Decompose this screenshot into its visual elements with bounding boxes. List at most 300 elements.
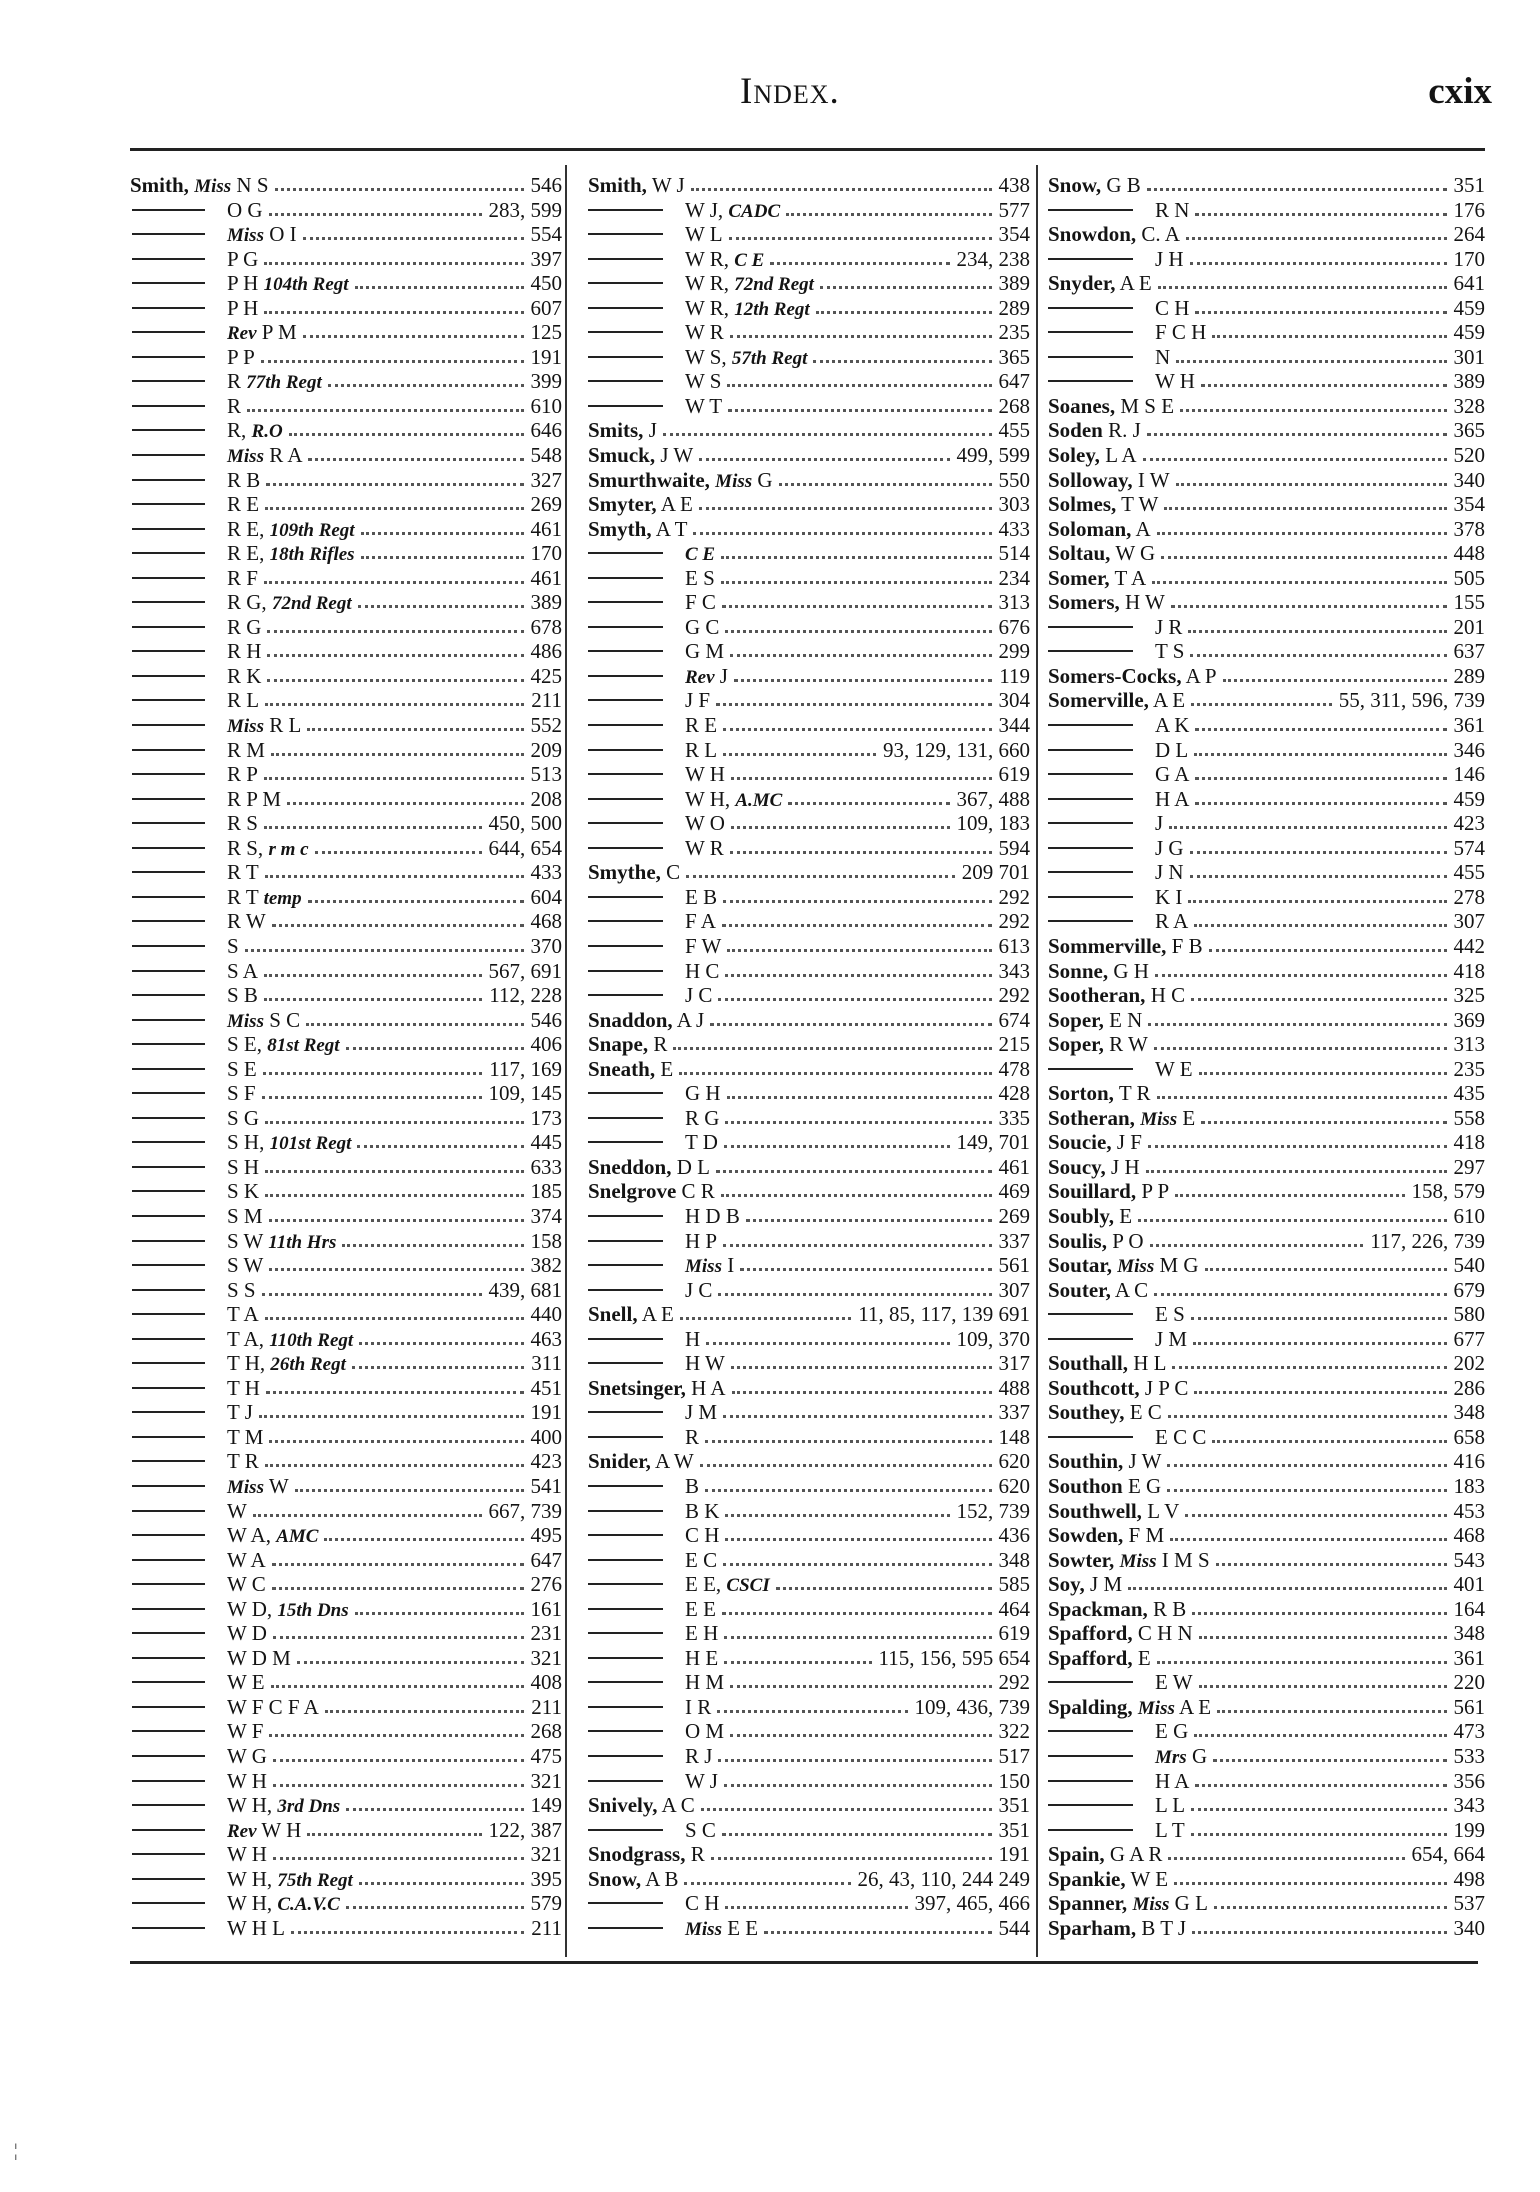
- index-entry: [1048, 418, 1485, 443]
- entry-pages: 428: [996, 1081, 1031, 1106]
- ditto-dash: [132, 454, 205, 456]
- entry-pages: 170: [528, 541, 563, 566]
- ditto-dash: [1048, 650, 1133, 652]
- entry-pages: 211: [528, 688, 562, 713]
- entry-given-names: G H: [1113, 958, 1149, 983]
- ditto-dash: [132, 1387, 205, 1389]
- entry-given-names: R T: [227, 860, 259, 885]
- index-entry: [588, 173, 1030, 198]
- entry-given-names: W: [227, 1498, 247, 1523]
- entry-given-names: J: [648, 418, 657, 443]
- ditto-dash: [132, 1338, 205, 1340]
- entry-pages: 93, 129, 131, 660: [880, 738, 1030, 763]
- index-entry: [588, 934, 1030, 959]
- ditto-dash: [132, 1927, 205, 1929]
- index-entry: [130, 468, 562, 493]
- entry-given-names: L T: [1155, 1817, 1185, 1842]
- entry-pages: 654, 664: [1409, 1842, 1486, 1867]
- index-entry: [1048, 836, 1485, 861]
- ditto-dash: [132, 1215, 205, 1217]
- entry-surname: Soucie,: [1048, 1130, 1112, 1155]
- index-entry: [130, 885, 562, 910]
- entry-given-names: W D M: [227, 1645, 291, 1670]
- entry-pages: 488: [996, 1376, 1031, 1401]
- entry-pages: 647: [996, 369, 1031, 394]
- ditto-dash: [132, 528, 205, 530]
- entry-pages: 307: [1451, 909, 1486, 934]
- entry-given-names: Miss E: [1140, 1105, 1196, 1130]
- leader-dots: [265, 1464, 524, 1467]
- entry-given-names: Mrs G: [1155, 1744, 1208, 1768]
- leader-dots: [722, 1612, 992, 1615]
- entry-pages: 619: [996, 1621, 1031, 1646]
- entry-pages: 215: [996, 1032, 1031, 1057]
- ditto-dash: [132, 650, 205, 652]
- entry-surname: Spankie,: [1048, 1866, 1126, 1891]
- entry-surname: Snaddon,: [588, 1007, 673, 1032]
- entry-pages: 301: [1451, 345, 1486, 370]
- index-entry: [1048, 1057, 1485, 1082]
- entry-pages: 321: [528, 1646, 563, 1671]
- entry-pages: 389: [528, 590, 563, 615]
- index-entry: [1048, 296, 1485, 321]
- entry-given-names: W T: [685, 393, 723, 418]
- leader-dots: [1213, 1759, 1447, 1762]
- entry-given-names: Miss N S: [194, 173, 269, 197]
- entry-pages: 268: [528, 1719, 563, 1744]
- index-entry: [1048, 566, 1485, 591]
- index-entry: [1048, 1008, 1485, 1033]
- ditto-dash: [132, 307, 205, 309]
- entry-given-names: S G: [227, 1105, 260, 1130]
- index-entry: [130, 1204, 562, 1229]
- ditto-dash: [132, 1190, 205, 1192]
- leader-dots: [1175, 1194, 1405, 1197]
- ditto-dash: [132, 1780, 205, 1782]
- leader-dots: [273, 1857, 524, 1860]
- leader-dots: [315, 851, 482, 854]
- entry-surname: Somerville,: [1048, 688, 1149, 713]
- leader-dots: [1128, 1587, 1447, 1590]
- leader-dots: [724, 1145, 950, 1148]
- entry-given-names: E W: [1155, 1670, 1193, 1695]
- entry-pages: 286: [1451, 1376, 1486, 1401]
- index-entry: [130, 909, 562, 934]
- entry-pages: 176: [1451, 198, 1486, 223]
- index-entry: [588, 1351, 1030, 1376]
- leader-dots: [820, 286, 992, 289]
- entry-pages: 304: [996, 688, 1031, 713]
- index-entry: [130, 1523, 562, 1548]
- ditto-dash: [132, 1043, 205, 1045]
- entry-pages: 389: [1451, 369, 1486, 394]
- ditto-dash: [132, 479, 205, 481]
- ditto-dash: [588, 1092, 663, 1094]
- entry-pages: 209 701: [959, 860, 1030, 885]
- index-entry: [588, 1008, 1030, 1033]
- entry-given-names: R P: [227, 762, 258, 787]
- entry-given-names: J F: [1116, 1130, 1142, 1155]
- entry-pages: 461: [528, 517, 563, 542]
- entry-pages: 289: [996, 296, 1031, 321]
- index-entry: [1048, 1204, 1485, 1229]
- index-entry: [1048, 468, 1485, 493]
- leader-dots: [346, 1047, 524, 1050]
- entry-pages: 537: [1451, 1891, 1486, 1916]
- ditto-dash: [588, 1583, 663, 1585]
- leader-dots: [684, 1882, 851, 1885]
- leader-dots: [1168, 1415, 1447, 1418]
- index-entry: [588, 1204, 1030, 1229]
- entry-given-names: W J, CADC: [685, 197, 781, 222]
- entry-given-names: A C: [661, 1793, 695, 1818]
- leader-dots: [1214, 1906, 1447, 1909]
- leader-dots: [267, 654, 524, 657]
- index-entry: [1048, 1032, 1485, 1057]
- entry-surname: Soucy,: [1048, 1154, 1106, 1179]
- leader-dots: [272, 924, 524, 927]
- entry-pages: 610: [1451, 1204, 1486, 1229]
- entry-surname: Spalding,: [1048, 1694, 1133, 1719]
- index-entry: [1048, 1719, 1485, 1744]
- ditto-dash: [588, 1706, 663, 1708]
- entry-pages: 269: [528, 492, 563, 517]
- entry-surname: Sootheran,: [1048, 983, 1146, 1008]
- leader-dots: [1216, 1563, 1447, 1566]
- leader-dots: [1147, 188, 1447, 191]
- index-entry: [1048, 1179, 1485, 1204]
- ditto-dash: [132, 209, 205, 211]
- ditto-dash: [588, 1755, 663, 1757]
- entry-pages: 374: [528, 1204, 563, 1229]
- entry-pages: 269: [996, 1204, 1031, 1229]
- index-entry: [130, 1695, 562, 1720]
- entry-pages: 348: [996, 1548, 1031, 1573]
- entry-given-names: Rev J: [685, 663, 728, 688]
- entry-given-names: F B: [1171, 933, 1203, 958]
- ditto-dash: [588, 847, 663, 849]
- entry-pages: 647: [528, 1548, 563, 1573]
- leader-dots: [346, 1808, 524, 1811]
- entry-given-names: A C: [1114, 1277, 1149, 1302]
- entry-surname: Soden: [1048, 418, 1103, 443]
- ditto-dash: [588, 1264, 663, 1266]
- leader-dots: [727, 1096, 992, 1099]
- entry-pages: 436: [996, 1523, 1031, 1548]
- entry-pages: 173: [528, 1106, 563, 1131]
- leader-dots: [730, 1685, 992, 1688]
- ditto-dash: [588, 1436, 663, 1438]
- ditto-dash: [588, 233, 663, 235]
- entry-given-names: W H, 75th Regt: [227, 1866, 353, 1891]
- leader-dots: [1190, 654, 1447, 657]
- leader-dots: [303, 335, 524, 338]
- ditto-dash: [588, 773, 663, 775]
- entry-pages: 231: [528, 1621, 563, 1646]
- entry-given-names: E C: [1129, 1400, 1162, 1425]
- entry-surname: Snively,: [588, 1793, 658, 1818]
- entry-pages: 451: [528, 1376, 563, 1401]
- index-entry: [1048, 1769, 1485, 1794]
- entry-given-names: J P C: [1144, 1375, 1189, 1400]
- index-entry: [588, 418, 1030, 443]
- leader-dots: [1205, 1268, 1447, 1271]
- leader-dots: [267, 679, 524, 682]
- entry-given-names: S H: [227, 1154, 260, 1179]
- ditto-dash: [132, 626, 205, 628]
- index-entry: [588, 639, 1030, 664]
- ditto-dash: [132, 1362, 205, 1364]
- entry-pages: 346: [1451, 738, 1486, 763]
- leader-dots: [727, 384, 992, 387]
- index-entry: [588, 1646, 1030, 1671]
- leader-dots: [342, 1244, 524, 1247]
- index-entry: [130, 1621, 562, 1646]
- index-entry: [1048, 959, 1485, 984]
- entry-given-names: S E, 81st Regt: [227, 1032, 340, 1057]
- entry-pages: 327: [528, 468, 563, 493]
- index-entry: [130, 1818, 562, 1843]
- index-entry: [130, 492, 562, 517]
- leader-dots: [361, 556, 524, 559]
- leader-dots: [264, 581, 524, 584]
- ditto-dash: [588, 822, 663, 824]
- entry-surname: Sowden,: [1048, 1523, 1124, 1548]
- entry-pages: 554: [528, 222, 563, 247]
- leader-dots: [788, 802, 950, 805]
- leader-dots: [1195, 728, 1447, 731]
- entry-given-names: D L: [1155, 737, 1189, 762]
- entry-surname: Southall,: [1048, 1351, 1128, 1376]
- index-entry: [588, 787, 1030, 812]
- leader-dots: [1194, 1734, 1447, 1737]
- entry-given-names: R F: [227, 565, 258, 590]
- leader-dots: [686, 875, 955, 878]
- leader-dots: [325, 1710, 524, 1713]
- ditto-dash: [1048, 626, 1133, 628]
- entry-pages: 679: [1451, 1278, 1486, 1303]
- entry-given-names: C R: [681, 1179, 715, 1204]
- entry-pages: 495: [528, 1523, 563, 1548]
- entry-pages: 461: [996, 1155, 1031, 1180]
- index-entry: [588, 1842, 1030, 1867]
- entry-pages: 433: [528, 860, 563, 885]
- leader-dots: [746, 1219, 992, 1222]
- entry-given-names: W H L: [227, 1915, 285, 1940]
- entry-pages: 283, 599: [486, 198, 563, 223]
- entry-given-names: R G: [227, 614, 262, 639]
- entry-given-names: T W: [1121, 492, 1159, 517]
- entry-pages: 344: [996, 713, 1031, 738]
- ditto-dash: [132, 749, 205, 751]
- index-entry: [588, 713, 1030, 738]
- entry-surname: Sparham,: [1048, 1915, 1137, 1940]
- ditto-dash: [588, 1902, 663, 1904]
- entry-pages: 499, 599: [954, 443, 1031, 468]
- leader-dots: [724, 1784, 992, 1787]
- ditto-dash: [588, 258, 663, 260]
- leader-dots: [259, 1415, 524, 1418]
- leader-dots: [725, 974, 992, 977]
- entry-given-names: H P: [685, 1228, 718, 1253]
- entry-given-names: Miss S C: [227, 1007, 301, 1032]
- ditto-dash: [132, 1117, 205, 1119]
- entry-pages: 299: [996, 639, 1031, 664]
- leader-dots: [1190, 262, 1447, 265]
- entry-given-names: S A: [227, 958, 258, 983]
- index-entry: [588, 983, 1030, 1008]
- leader-dots: [1192, 1612, 1447, 1615]
- entry-surname: Soy,: [1048, 1572, 1085, 1597]
- entry-given-names: D L: [676, 1154, 710, 1179]
- leader-dots: [691, 188, 992, 191]
- index-entry: [130, 1327, 562, 1352]
- index-entry: [130, 566, 562, 591]
- index-entry: [588, 1327, 1030, 1352]
- leader-dots: [725, 1121, 992, 1124]
- index-entry: [1048, 1351, 1485, 1376]
- entry-given-names: W H, 3rd Dns: [227, 1793, 341, 1818]
- leader-dots: [727, 949, 992, 952]
- entry-given-names: Miss I M S: [1119, 1547, 1210, 1572]
- entry-given-names: A T: [655, 516, 688, 541]
- index-entry: [130, 1719, 562, 1744]
- index-entry: [588, 615, 1030, 640]
- entry-given-names: C H: [685, 1891, 720, 1916]
- entry-pages: 211: [528, 1695, 562, 1720]
- entry-pages: 561: [1451, 1695, 1486, 1720]
- ditto-dash: [588, 1485, 663, 1487]
- entry-pages: 463: [528, 1327, 563, 1352]
- leader-dots: [731, 826, 950, 829]
- entry-given-names: G A: [1155, 762, 1190, 787]
- entry-pages: 439, 681: [486, 1278, 563, 1303]
- leader-dots: [269, 1440, 524, 1443]
- leader-dots: [721, 581, 992, 584]
- leader-dots: [1212, 1440, 1447, 1443]
- ditto-dash: [132, 871, 205, 873]
- entry-pages: 335: [996, 1106, 1031, 1131]
- entry-surname: Smurthwaite,: [588, 467, 710, 492]
- index-entry: [1048, 615, 1485, 640]
- entry-given-names: Miss E E: [685, 1915, 759, 1940]
- entry-given-names: T A, 110th Regt: [227, 1326, 354, 1351]
- index-entry: [588, 1818, 1030, 1843]
- entry-given-names: W S: [685, 369, 722, 394]
- entry-pages: 459: [1451, 320, 1486, 345]
- index-entry: [1048, 1891, 1485, 1916]
- index-entry: [1048, 394, 1485, 419]
- ditto-dash: [588, 1141, 663, 1143]
- ditto-dash: [1048, 331, 1133, 333]
- ditto-dash: [132, 1240, 205, 1242]
- ditto-dash: [132, 380, 205, 382]
- index-entry: [130, 664, 562, 689]
- entry-given-names: G A R: [1109, 1842, 1163, 1867]
- index-entry: [130, 517, 562, 542]
- entry-given-names: W G: [1115, 541, 1156, 566]
- entry-given-names: S W 11th Hrs: [227, 1228, 337, 1253]
- entry-pages: 367, 488: [954, 787, 1031, 812]
- leader-dots: [730, 654, 992, 657]
- entry-given-names: E B: [685, 884, 718, 909]
- leader-dots: [1169, 826, 1447, 829]
- index-entry: [588, 1499, 1030, 1524]
- index-entry: [130, 369, 562, 394]
- index-entry: [1048, 1081, 1485, 1106]
- entry-pages: 117, 169: [486, 1057, 562, 1082]
- leader-dots: [307, 728, 524, 731]
- entry-given-names: E N: [1109, 1007, 1143, 1032]
- leader-dots: [1157, 1661, 1447, 1664]
- entry-given-names: W R, 12th Regt: [685, 295, 810, 320]
- entry-pages: 122, 387: [486, 1818, 563, 1843]
- index-entry: [1048, 222, 1485, 247]
- index-entry: [1048, 639, 1485, 664]
- index-column-1: [130, 173, 562, 1940]
- entry-surname: Soutar,: [1048, 1253, 1112, 1278]
- leader-dots: [1167, 1489, 1447, 1492]
- entry-pages: 313: [996, 590, 1031, 615]
- index-entry: [588, 1130, 1030, 1155]
- index-entry: [130, 320, 562, 345]
- leader-dots: [724, 1636, 992, 1639]
- entry-pages: 119: [996, 664, 1030, 689]
- entry-pages: 550: [996, 468, 1031, 493]
- entry-pages: 399: [528, 369, 563, 394]
- leader-dots: [1168, 1857, 1405, 1860]
- index-entry: [1048, 713, 1485, 738]
- entry-given-names: R E, 18th Rifles: [227, 541, 355, 566]
- entry-pages: 234, 238: [954, 247, 1031, 272]
- entry-surname: Smits,: [588, 418, 644, 443]
- index-entry: [588, 1229, 1030, 1254]
- leader-dots: [1157, 1096, 1447, 1099]
- entry-given-names: A E: [1152, 688, 1186, 713]
- entry-given-names: S: [227, 933, 239, 958]
- entry-pages: 486: [528, 639, 563, 664]
- index-entry: [130, 173, 562, 198]
- ditto-dash: [132, 1706, 205, 1708]
- entry-surname: Snodgrass,: [588, 1842, 686, 1867]
- entry-pages: 155: [1451, 590, 1486, 615]
- leader-dots: [723, 1415, 992, 1418]
- entry-given-names: O G: [227, 197, 263, 222]
- entry-given-names: A: [1135, 516, 1151, 541]
- index-entry: [130, 1793, 562, 1818]
- entry-pages: 633: [528, 1155, 563, 1180]
- ditto-dash: [588, 1559, 663, 1561]
- leader-dots: [264, 998, 482, 1001]
- ditto-dash: [588, 1338, 663, 1340]
- index-entry: [130, 222, 562, 247]
- entry-given-names: W F C F A: [227, 1694, 319, 1719]
- entry-given-names: N: [1155, 344, 1171, 369]
- leader-dots: [725, 1906, 908, 1909]
- entry-surname: Snider,: [588, 1449, 651, 1474]
- entry-given-names: J M: [685, 1400, 718, 1425]
- entry-given-names: R T temp: [227, 884, 302, 909]
- leader-dots: [723, 900, 992, 903]
- entry-surname: Spackman,: [1048, 1596, 1148, 1621]
- index-entry: [130, 590, 562, 615]
- entry-pages: 580: [1451, 1302, 1486, 1327]
- index-entry: [130, 1744, 562, 1769]
- leader-dots: [730, 1734, 992, 1737]
- leader-dots: [264, 974, 482, 977]
- leader-dots: [266, 483, 524, 486]
- index-entry: [588, 1032, 1030, 1057]
